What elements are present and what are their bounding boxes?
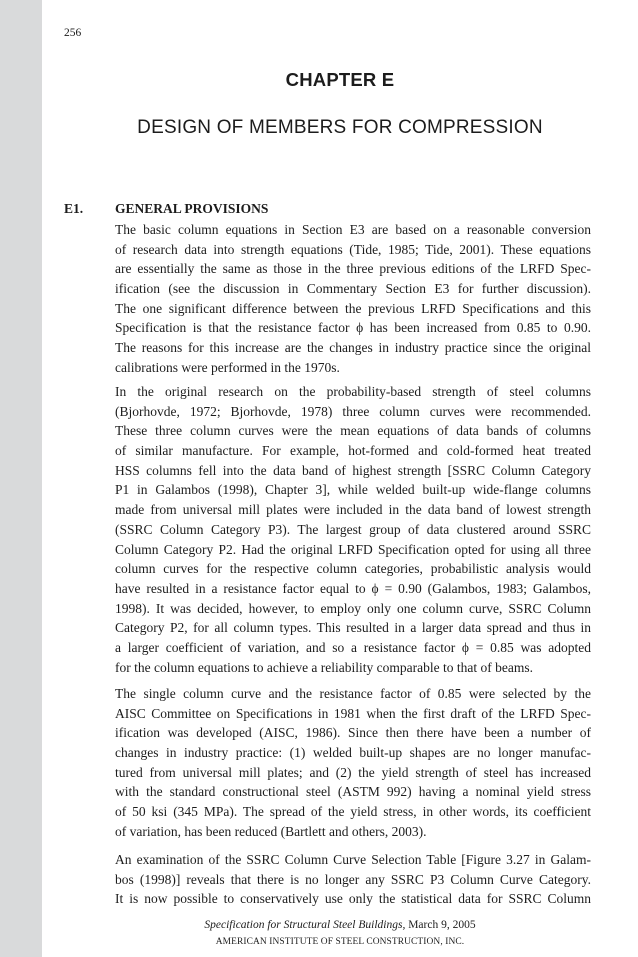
- text-line: (Bjorhovde, 1972; Bjorhovde, 1978) three column curves were recommended.: [115, 403, 591, 419]
- text-line: The reasons for this increase are the changes in industry practice since the original: [115, 340, 591, 356]
- text-line: 1998). It was decided, however, to employ only one column curve, SSRC Column: [115, 600, 591, 616]
- text-line: (SSRC Column Category P3). The largest group of data clustered around SSRC: [115, 521, 591, 537]
- text-line: a larger coefficient of variation, and so a resistance factor ϕ = 0.85 was adopted: [115, 639, 591, 655]
- text-line: changes in industry practice: (1) welded built-up shapes are no longer manufac-: [115, 745, 591, 761]
- footer-publisher-name: AMERICAN INSTITUTE OF STEEL CONSTRUCTION, INC.: [215, 937, 465, 947]
- text-line: ification (see the discussion in Commentary Section E3 for further discussion).: [115, 281, 591, 297]
- text-line: Specification is that the resistance factor ϕ has been increased from 0.85 to 0.90.: [115, 320, 591, 336]
- paragraph-2: [115, 382, 591, 677]
- paragraph-4: [115, 850, 591, 909]
- text-line: AISC Committee on Specifications in 1981 when the first draft of the LRFD Spec-: [115, 705, 591, 721]
- text-line: An examination of the SSRC Column Curve Selection Table [Figure 3.27 in Galam-: [115, 852, 591, 867]
- text-line: The basic column equations in Section E3 are based on a reasonable conversion: [115, 222, 591, 237]
- text-line: tured from universal mill plates; and (2) the yield strength of steel has increased: [115, 764, 591, 780]
- text-line: bos (1998)] reveals that there is no longer any SSRC P3 Column Curve Category.: [115, 871, 591, 887]
- paragraph-1: [115, 220, 591, 378]
- chapter-label: CHAPTER E: [285, 69, 395, 90]
- text-line: The one significant difference between the previous LRFD Specifications and this: [115, 300, 591, 316]
- text-line: of 50 ksi (345 MPa). The spread of the yield stress, in other words, its coefficient: [115, 804, 591, 820]
- text-line: These three column curves were the mean equations of data bands of columns: [115, 423, 591, 439]
- text-line: In the original research on the probability-based strength of steel columns: [115, 384, 591, 399]
- text-line: Column Category P2. Had the original LRFD Specification opted for using all three: [115, 541, 591, 557]
- section-number: E1.: [64, 201, 84, 216]
- footer-date: March 9, 2005: [405, 919, 476, 931]
- text-line: for the column equations to achieve a reliability comparable to that of beams.: [115, 659, 533, 675]
- text-line: The single column curve and the resistance factor of 0.85 were selected by the: [115, 686, 591, 701]
- section-title: GENERAL PROVISIONS: [115, 201, 269, 216]
- footer-spec-line: [0, 919, 638, 931]
- text-line: P1 in Galambos (1998), Chapter 3], while welded built-up wide-flange columns: [115, 482, 591, 498]
- text-line: ification was developed (AISC, 1986). Since then there have been a number of: [115, 725, 591, 741]
- paragraph-3: [115, 684, 591, 842]
- text-line: are essentially the same as those in the three previous editions of the LRFD Spec-: [115, 261, 591, 277]
- text-line: of research data into strength equations (Tide, 1985; Tide, 2001). These equations: [115, 241, 591, 257]
- page-number: 256: [64, 27, 82, 39]
- page-side-bar: [0, 0, 42, 957]
- footer-publisher: [0, 935, 638, 947]
- text-line: calibrations were performed in the 1970s.: [115, 359, 340, 375]
- text-line: column curves for the respective column categories, probabilistic analysis would: [115, 561, 591, 577]
- footer-spec-title: Specification for Structural Steel Buildings,: [204, 919, 406, 931]
- text-line: have resulted in a resistance factor equal to ϕ = 0.90 (Galambos, 1983; Galambos,: [115, 580, 591, 596]
- text-line: Category P2, for all column types. This resulted in a larger data spread and thus in: [115, 620, 591, 636]
- text-line: of similar manufacture. For example, hot-formed and cold-formed heat treated: [115, 443, 591, 459]
- text-line: It is now possible to conservatively use only the statistical data for SSRC Column: [115, 891, 591, 907]
- chapter-title: DESIGN OF MEMBERS FOR COMPRESSION: [137, 117, 543, 138]
- text-line: with the standard constructional steel (ASTM 992) having a nominal yield stress: [115, 784, 591, 800]
- text-line: of variation, has been reduced (Bartlett and others, 2003).: [115, 823, 427, 839]
- text-line: HSS columns fell into the data band of highest strength [SSRC Column Category: [115, 462, 591, 478]
- text-line: made from universal mill plates were included in the data band of lowest strength: [115, 502, 591, 518]
- section-heading: [64, 201, 268, 217]
